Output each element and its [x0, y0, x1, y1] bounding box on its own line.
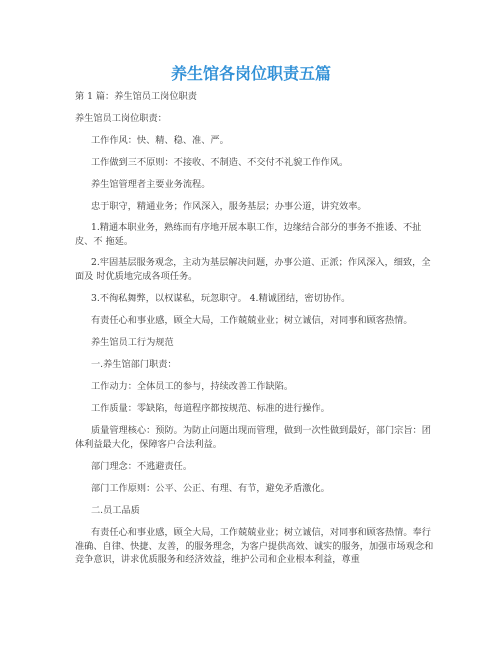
paragraph: 3.不徇私舞弊，以权谋私，玩忽职守。 4.精诚团结，密切协作。 [91, 293, 351, 304]
paragraph: 养生馆员工岗位职责： [75, 113, 167, 124]
paragraph: 1.精通本职业务，熟练而有序地开展本职工作，边缘结合部分的事务不推诿、不扯皮、不 拖延。 [75, 222, 422, 247]
section-heading: 养生馆员工行为规范 [91, 337, 174, 348]
paragraph: 工作动力：全体员工的参与，持续改善工作缺陷。 [91, 381, 294, 392]
section-heading: 一.养生馆部门职责： [91, 359, 177, 370]
paragraph: 工作作风：快、精、稳、准、严。 [91, 135, 229, 146]
document-title: 养生馆各岗位职责五篇 [170, 64, 331, 83]
paragraph: 忠于职守，精通业务；作风深入，服务基层；办事公道，讲究效率。 [91, 201, 367, 212]
paragraph: 部门工作原则：公平、公正、有理、有节，避免矛盾激化。 [91, 483, 330, 494]
paragraph: 养生馆管理者主要业务流程。 [91, 179, 211, 190]
paragraph: 工作质量：零缺陷，每道程序都按规范、标准的进行操作。 [91, 403, 330, 414]
section-heading-1: 第 1 篇：养生馆员工岗位职责 [75, 91, 197, 102]
paragraph: 部门理念：不逃避责任。 [91, 461, 193, 472]
section-heading: 二.员工品质 [91, 505, 140, 516]
paragraph: 有责任心和事业感，顾全大局，工作兢兢业业；树立诚信，对同事和顾客热情。奉行准确、自律、快捷、友善，的服务理念，为客户提供高效、诚实的服务，加强市场观念和竞争意识，讲求优质服务和经济效益，维护公司和企业根本利益，尊重 [75, 527, 434, 565]
paragraph: 质量管理核心：预防。为防止问题出现而管理，做到一次性做到最好，部门宗旨：团体利益最大化，保障客户合法利益。 [75, 425, 431, 450]
paragraph: 有责任心和事业感，顾全大局，工作兢兢业业；树立诚信，对同事和顾客热情。 [91, 315, 413, 326]
paragraph: 工作做到三不原则：不接收、不制造、不交付不礼貌工作作风。 [91, 157, 349, 168]
paragraph: 2.牢固基层服务观念，主动为基层解决问题，办事公道、正派；作风深入，细致，全面及 时优质地完成各项任务。 [75, 257, 431, 282]
